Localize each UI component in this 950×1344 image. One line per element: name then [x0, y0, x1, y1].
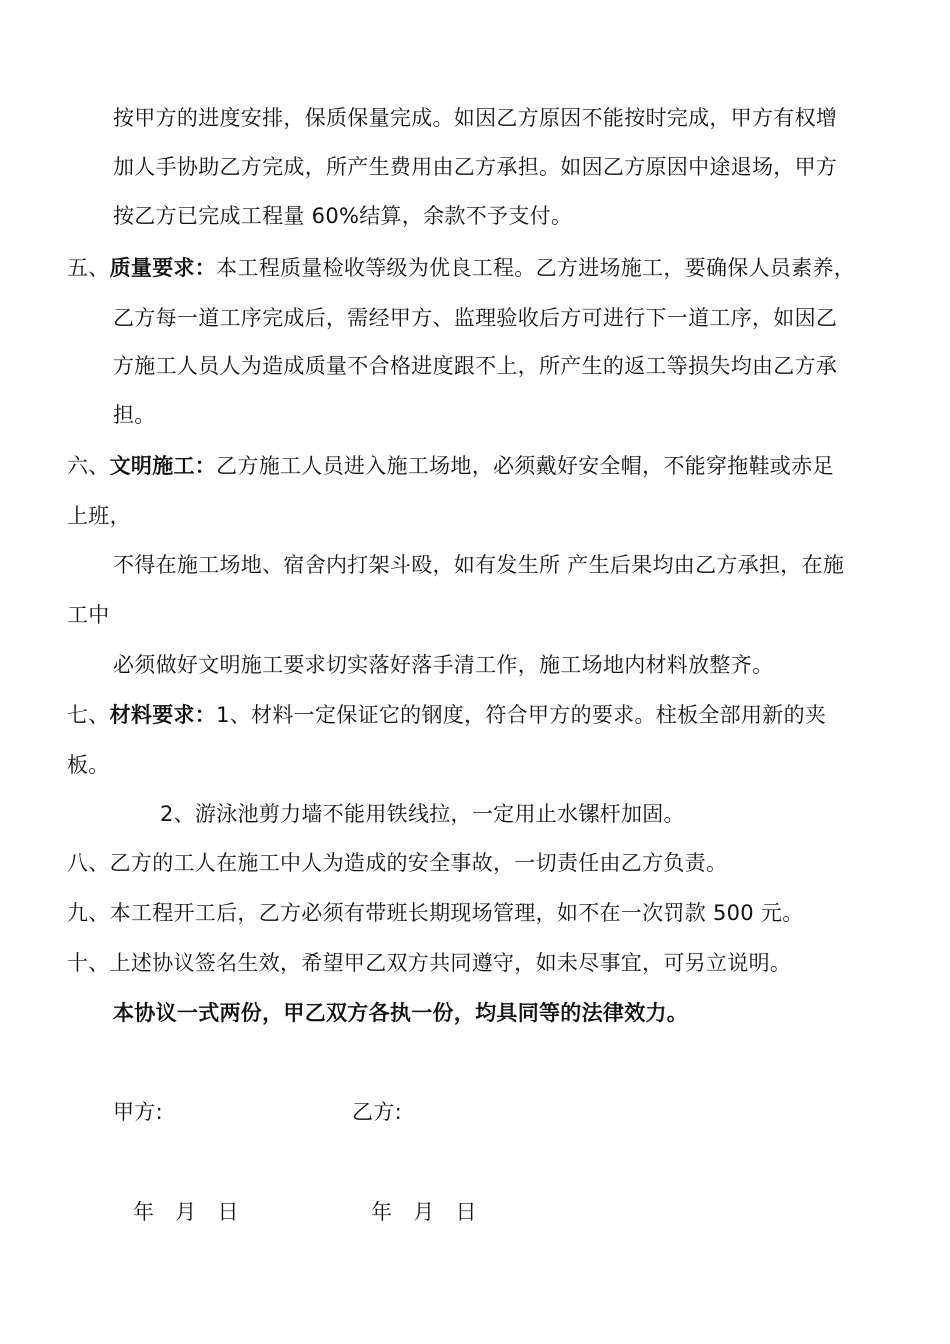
section-10: 十、上述协议签名生效，希望甲乙双方共同遵守，如未尽事宜，可另立说明。 — [67, 951, 792, 975]
section-5-line-2: 乙方每一道工序完成后，需经甲方、监理验收后方可进行下一道工序，如因乙 — [113, 306, 838, 330]
section-6-line-4: 工中 — [67, 603, 110, 627]
party-a-date: 年 月 日 — [133, 1200, 239, 1224]
section-5-text: 本工程质量检收等级为优良工程。乙方进场施工，要确保人员素养， — [216, 256, 856, 280]
closing-statement: 本协议一式两份，甲乙双方各执一份，均具同等的法律效力。 — [113, 1001, 689, 1025]
section-7-line-2: 板。 — [67, 753, 110, 777]
section-5-number: 五、 — [67, 256, 110, 280]
intro-line-2: 加人手协助乙方完成，所产生费用由乙方承担。如因乙方原因中途退场，甲方 — [113, 155, 838, 179]
intro-line-1: 按甲方的进度安排，保质保量完成。如因乙方原因不能按时完成，甲方有权增 — [113, 106, 838, 130]
party-a-label: 甲方: — [113, 1100, 163, 1124]
section-6-heading: 文明施工： — [109, 454, 217, 478]
party-b-date: 年 月 日 — [371, 1200, 477, 1224]
section-7-first-line — [67, 700, 826, 730]
section-9: 九、本工程开工后，乙方必须有带班长期现场管理，如不在一次罚款 500 元。 — [67, 901, 804, 925]
section-8: 八、乙方的工人在施工中人为造成的安全事故，一切责任由乙方负责。 — [67, 851, 728, 875]
intro-line-3: 按乙方已完成工程量 60%结算，余款不予支付。 — [113, 204, 573, 228]
section-5-heading: 质量要求： — [109, 256, 217, 280]
section-7-text: 1、材料一定保证它的钢度，符合甲方的要求。柱板全部用新的夹 — [216, 703, 827, 727]
section-6-first-line — [67, 451, 834, 481]
section-5-line-4: 担。 — [113, 403, 156, 427]
section-6-number: 六、 — [67, 454, 110, 478]
section-6-line-3: 不得在施工场地、宿舍内打架斗殴，如有发生所 产生后果均由乙方承担，在施 — [113, 553, 845, 577]
section-7-number: 七、 — [67, 703, 110, 727]
party-b-label: 乙方: — [352, 1100, 402, 1124]
section-7-line-3: 2、游泳池剪力墙不能用铁线拉，一定用止水镙杆加固。 — [160, 802, 685, 826]
section-6-text: 乙方施工人员进入施工场地，必须戴好安全帽，不能穿拖鞋或赤足 — [216, 454, 834, 478]
section-5-first-line — [67, 253, 855, 283]
section-5-line-3: 方施工人员人为造成质量不合格进度跟不上，所产生的返工等损失均由乙方承 — [113, 354, 838, 378]
section-6-line-5: 必须做好文明施工要求切实落好落手清工作，施工场地内材料放整齐。 — [113, 653, 774, 677]
section-7-heading: 材料要求： — [109, 703, 217, 727]
section-6-line-2: 上班， — [67, 504, 131, 528]
